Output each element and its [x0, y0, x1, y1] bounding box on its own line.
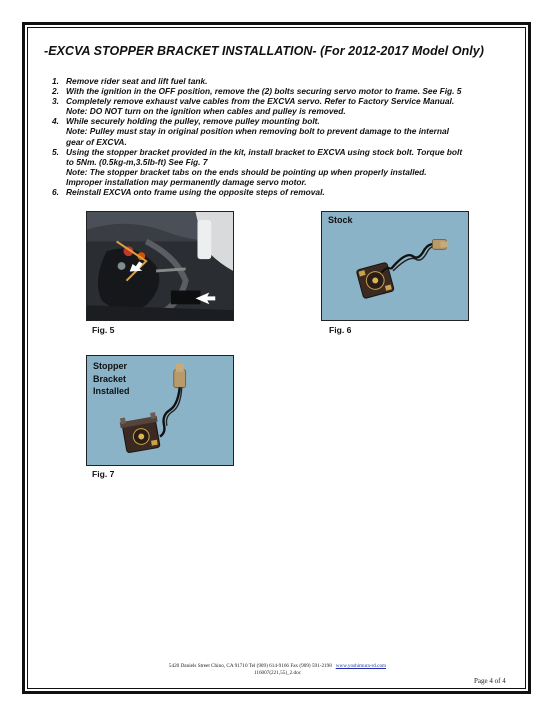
- step-number: 2.: [52, 86, 59, 97]
- step-note: Note: Pulley must stay in original position when removing bolt to prevent damage to the internal: [66, 126, 449, 137]
- step-note: Note: DO NOT turn on the ignition when cables and pulley is removed.: [66, 106, 346, 117]
- figure-7-overlay-line: Bracket: [93, 373, 127, 384]
- step-text: Reinstall EXCVA onto frame using the opposite steps of removal.: [66, 187, 325, 198]
- step-item: [52, 86, 522, 96]
- figure-7-overlay-line: Stopper: [93, 361, 128, 371]
- step-text: While securely holding the pulley, remove pulley mounting bolt.: [66, 116, 320, 127]
- footer-contact: [0, 663, 555, 669]
- step-item: [52, 147, 522, 187]
- instruction-steps: [52, 76, 522, 197]
- footer-doc-id: 116007(221,55)_2.doc: [253, 670, 302, 676]
- page-number: Page 4 of 4: [474, 677, 506, 685]
- step-note: gear of EXCVA.: [66, 136, 127, 147]
- figure-6-overlay-label: Stock: [328, 215, 353, 225]
- figure-7-caption: Fig. 7: [92, 469, 115, 479]
- document-title: -EXCVA STOPPER BRACKET INSTALLATION- (For 2012-2017 Model Only): [44, 44, 485, 58]
- figure-6-photo: [321, 211, 469, 321]
- step-number: 3.: [52, 96, 59, 107]
- figure-5-photo: [86, 211, 234, 321]
- step-item: [52, 116, 522, 146]
- step-note: Note: The stopper bracket tabs on the ends should be pointing up when properly installed.: [66, 166, 427, 177]
- step-text: With the ignition in the OFF position, remove the (2) bolts securing servo motor to frame. See Fig. 5: [66, 86, 462, 97]
- step-item: [52, 96, 522, 116]
- step-text: Completely remove exhaust valve cables from the EXCVA servo. Refer to Factory Service Manual.: [66, 96, 455, 107]
- footer-website-link[interactable]: www.yoshimura-rd.com: [335, 663, 387, 669]
- step-number: 4.: [52, 116, 59, 127]
- step-number: 6.: [52, 187, 59, 198]
- figure-6-caption: Fig. 6: [329, 325, 352, 335]
- step-item: [52, 187, 522, 197]
- figure-7-overlay-line: Installed: [93, 386, 130, 396]
- step-number: 1.: [52, 76, 59, 86]
- figure-5-caption: Fig. 5: [92, 325, 115, 335]
- step-note: Improper installation may permanently damage servo motor.: [66, 176, 307, 187]
- step-text: Remove rider seat and lift fuel tank.: [66, 76, 208, 86]
- step-number: 5.: [52, 146, 59, 157]
- step-text: to 5Nm. (0.5kg-m,3.5lb-ft) See Fig. 7: [66, 156, 208, 167]
- footer-address: 5420 Daniels Street Chino, CA 91710 Tel (909) 614-9166 Fax (909) 591-2198: [168, 663, 332, 669]
- figure-7-overlay-label: [93, 360, 130, 398]
- step-item: [52, 76, 522, 86]
- step-text: Using the stopper bracket provided in the kit, install bracket to EXCVA using stock bolt. Torque bolt: [66, 146, 463, 157]
